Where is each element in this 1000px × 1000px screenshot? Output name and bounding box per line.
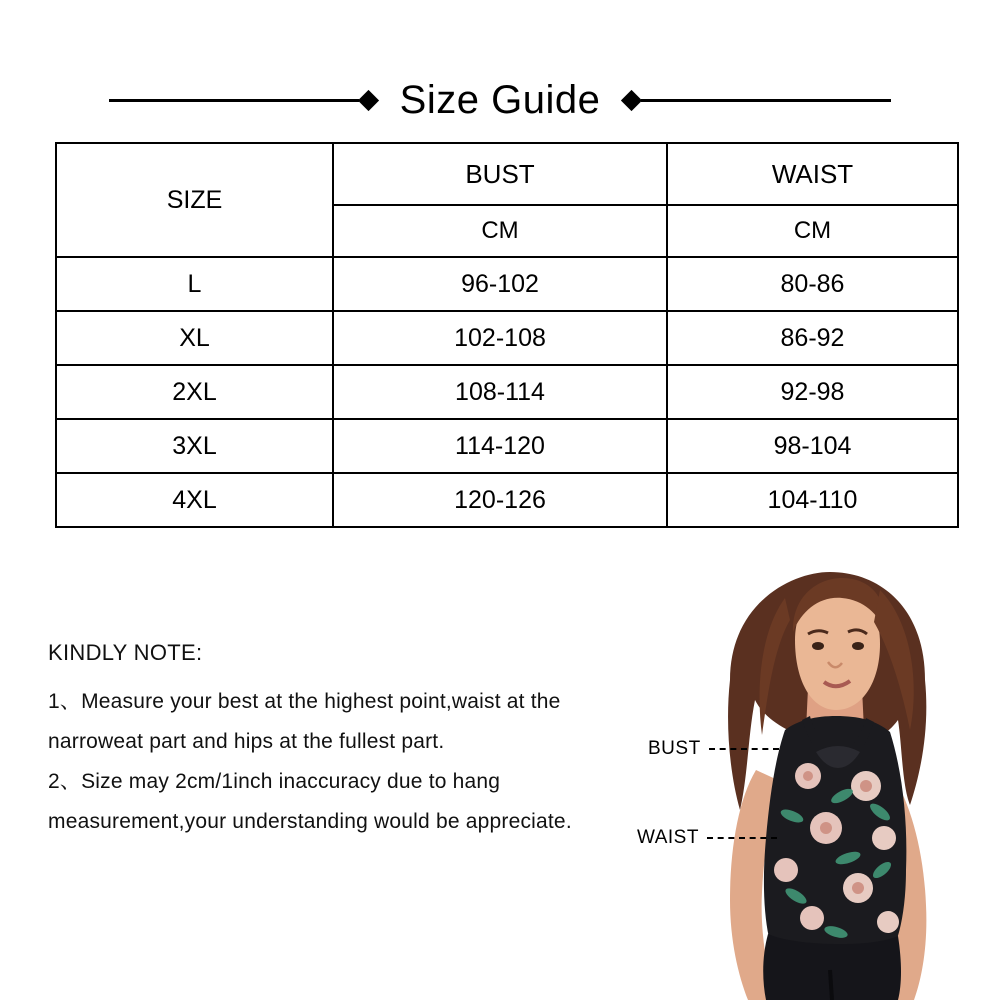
cell-waist: 104-110 [667, 473, 958, 527]
callout-waist [637, 827, 777, 849]
title-decoration-left [109, 93, 378, 108]
cell-size: 3XL [56, 419, 333, 473]
note-line-1: 1、Measure your best at the highest point,waist at the [48, 690, 561, 713]
cell-waist: 92-98 [667, 365, 958, 419]
page-title-row [0, 72, 1000, 128]
cell-bust: 102-108 [333, 311, 667, 365]
table-row [56, 473, 958, 527]
page-title: Size Guide [399, 77, 601, 122]
title-decoration-right [622, 93, 891, 108]
model-photo [580, 570, 1000, 1000]
callout-waist-line [707, 837, 777, 839]
note-title: KINDLY NOTE: [48, 640, 203, 665]
callout-bust [648, 738, 779, 760]
decor-bar-right [641, 99, 891, 102]
diamond-icon [358, 89, 379, 110]
cell-size: 4XL [56, 473, 333, 527]
column-header-bust: BUST [333, 143, 667, 205]
note-line-2: narroweat part and hips at the fullest part. [48, 730, 445, 753]
model-illustration [580, 570, 1000, 1000]
decor-bar-left [109, 99, 359, 102]
cell-waist: 86-92 [667, 311, 958, 365]
kindly-note-block [48, 640, 648, 842]
unit-waist: CM [667, 205, 958, 257]
cell-waist: 80-86 [667, 257, 958, 311]
cell-bust: 120-126 [333, 473, 667, 527]
unit-bust: CM [333, 205, 667, 257]
cell-bust: 114-120 [333, 419, 667, 473]
table-row [56, 419, 958, 473]
table-header-row [56, 143, 958, 205]
callout-waist-label: WAIST [637, 827, 699, 848]
callout-bust-label: BUST [648, 738, 701, 759]
cell-size: XL [56, 311, 333, 365]
cell-size: L [56, 257, 333, 311]
callout-bust-line [709, 748, 779, 750]
diamond-icon [621, 89, 642, 110]
cell-bust: 108-114 [333, 365, 667, 419]
size-chart-table [55, 142, 959, 528]
cell-bust: 96-102 [333, 257, 667, 311]
cell-waist: 98-104 [667, 419, 958, 473]
column-header-size: SIZE [56, 143, 333, 257]
column-header-waist: WAIST [667, 143, 958, 205]
table-row [56, 365, 958, 419]
note-line-4: measurement,your understanding would be appreciate. [48, 810, 572, 833]
cell-size: 2XL [56, 365, 333, 419]
table-row [56, 257, 958, 311]
note-line-3: 2、Size may 2cm/1inch inaccuracy due to hang [48, 770, 501, 793]
table-row [56, 311, 958, 365]
